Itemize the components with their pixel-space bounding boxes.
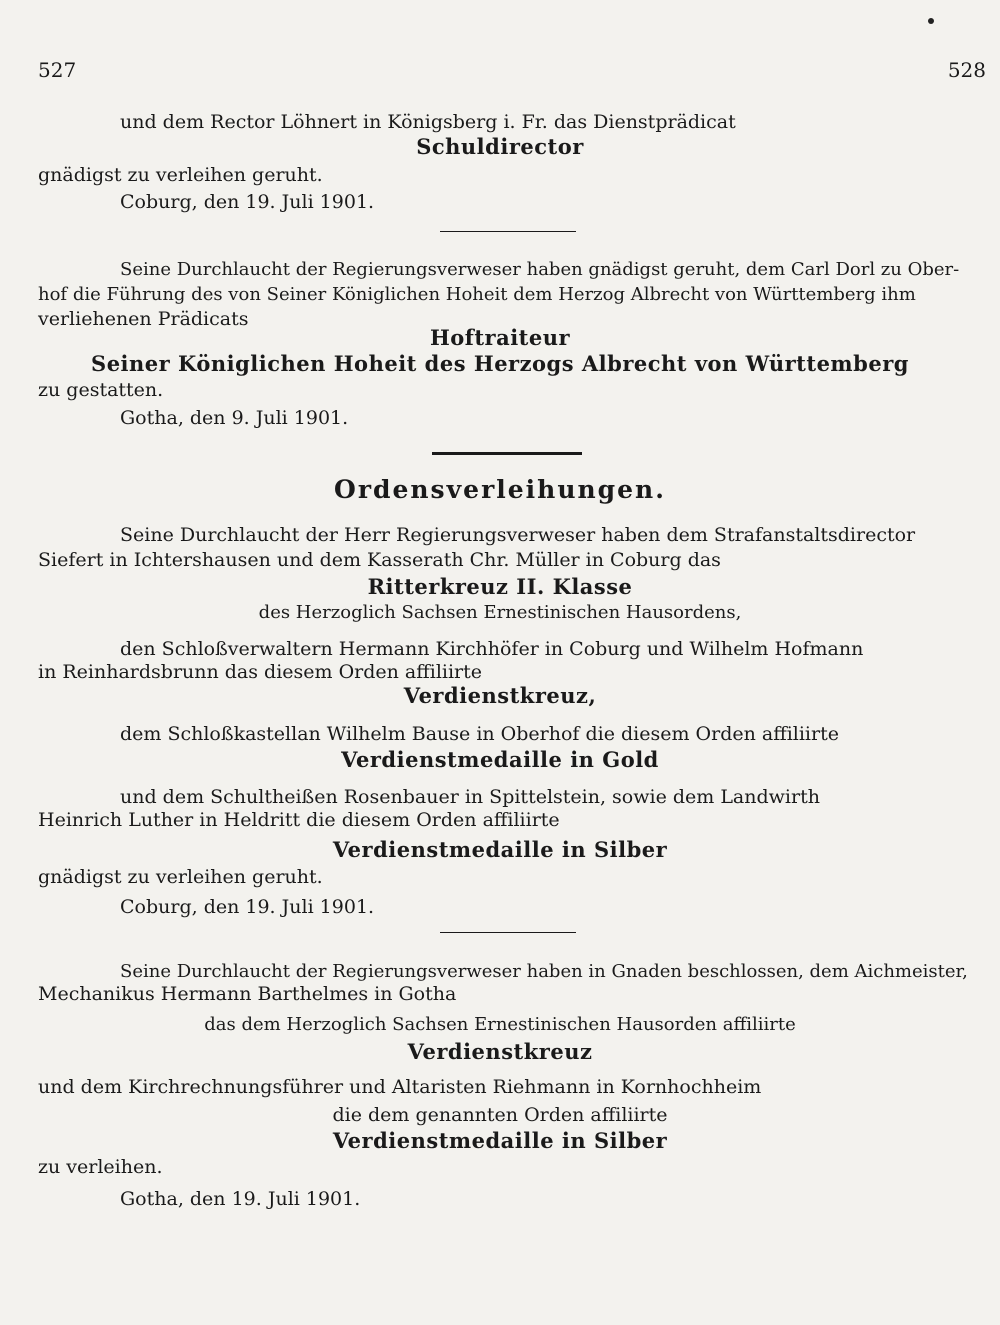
text-line: Seine Durchlaucht der Regierungsverweser haben gnädigst geruht, dem Carl Dorl zu Ober- [120, 259, 960, 280]
title-hoftraiteur: Hoftraiteur [429, 325, 571, 350]
text-line: und dem Schultheißen Rosenbauer in Spittelstein, sowie dem Landwirth [120, 786, 820, 808]
page-number-right: 528 [947, 58, 986, 82]
title-medaille-gold: Verdienstmedaille in Gold [341, 747, 659, 772]
text-line: zu gestatten. [38, 379, 164, 401]
title-verdienstkreuz: Verdienstkreuz [407, 1039, 593, 1064]
text-line: das dem Herzoglich Sachsen Ernestinischen Hausorden affiliirte [204, 1014, 796, 1035]
text-line: Seine Durchlaucht der Herr Regierungsverweser haben dem Strafanstaltsdirector [120, 524, 916, 546]
title-verdienstkreuz: Verdienstkreuz, [403, 683, 597, 708]
text-line: gnädigst zu verleihen geruht. [38, 164, 323, 186]
dateline: Coburg, den 19. Juli 1901. [120, 896, 375, 918]
text-line: des Herzoglich Sachsen Ernestinischen Hausordens, [258, 602, 742, 623]
text-line: den Schloßverwaltern Hermann Kirchhöfer in Coburg und Wilhelm Hofmann [120, 638, 864, 660]
text-line: hof die Führung des von Seiner Königlichen Hoheit dem Herzog Albrecht von Württemberg ihm [38, 284, 916, 305]
text-line: dem Schloßkastellan Wilhelm Bause in Oberhof die diesem Orden affiliirte [120, 723, 839, 745]
text-line: Siefert in Ichtershausen und dem Kasserath Chr. Müller in Coburg das [38, 549, 721, 571]
text-line: Seine Durchlaucht der Regierungsverweser haben in Gnaden beschlossen, dem Aichmeister, [120, 961, 968, 982]
text-line: gnädigst zu verleihen geruht. [38, 866, 323, 888]
dateline: Gotha, den 19. Juli 1901. [120, 1188, 361, 1210]
text-line: die dem genannten Orden affiliirte [332, 1104, 668, 1126]
ink-speck [928, 18, 934, 24]
text-line: zu verleihen. [38, 1156, 163, 1178]
text-line: und dem Rector Löhnert in Königsberg i. Fr. das Dienstprädicat [120, 111, 736, 133]
separator-rule [440, 231, 576, 232]
section-heading: Ordensverleihungen. [334, 475, 666, 504]
text-line: und dem Kirchrechnungsführer und Altaristen Riehmann in Kornhochheim [38, 1076, 762, 1098]
section-rule [432, 452, 582, 455]
title-medaille-silber: Verdienstmedaille in Silber [332, 837, 668, 862]
text-line: verliehenen Prädicats [38, 308, 249, 330]
title-ritterkreuz: Ritterkreuz II. Klasse [367, 574, 633, 599]
page-number-left: 527 [38, 58, 77, 82]
separator-rule [440, 932, 576, 933]
title-schuldirector: Schuldirector [416, 134, 584, 159]
title-hoheit: Seiner Königlichen Hoheit des Herzogs Albrecht von Württemberg [91, 351, 909, 376]
title-medaille-silber: Verdienstmedaille in Silber [332, 1128, 668, 1153]
dateline: Gotha, den 9. Juli 1901. [120, 407, 349, 429]
text-line: in Reinhardsbrunn das diesem Orden affiliirte [38, 661, 483, 683]
dateline: Coburg, den 19. Juli 1901. [120, 191, 375, 213]
text-line: Mechanikus Hermann Barthelmes in Gotha [38, 983, 457, 1005]
text-line: Heinrich Luther in Heldritt die diesem Orden affiliirte [38, 809, 560, 831]
